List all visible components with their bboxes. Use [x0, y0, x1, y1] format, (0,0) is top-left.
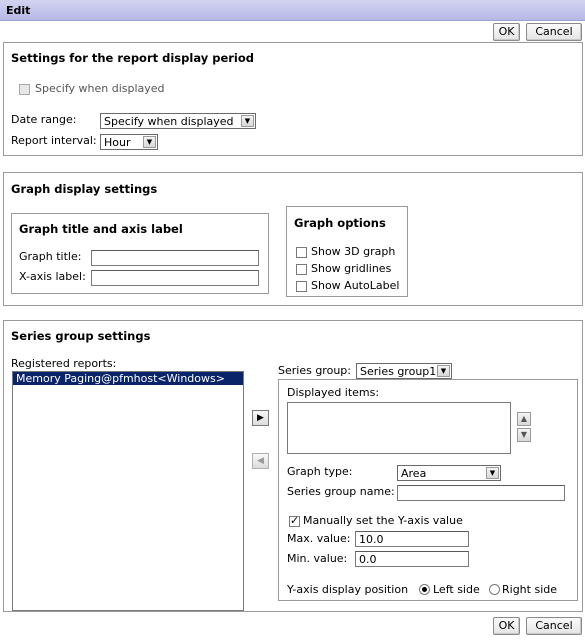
date-range-label: Date range:	[11, 113, 77, 126]
graph-type-select[interactable]	[397, 465, 501, 481]
display-period-section	[3, 42, 583, 156]
chevron-down-icon: ▼	[241, 115, 254, 127]
manual-y-axis-checkbox[interactable]	[289, 516, 300, 527]
cancel-button-bottom[interactable]: Cancel	[526, 617, 582, 635]
series-group-title: Series group settings	[11, 329, 151, 343]
max-value-label: Max. value:	[287, 532, 351, 545]
min-value-label: Min. value:	[287, 552, 348, 565]
graph-display-title: Graph display settings	[11, 182, 158, 196]
window-title: Edit	[6, 4, 31, 17]
series-group-name-input[interactable]	[397, 485, 565, 501]
show-gridlines-checkbox[interactable]	[296, 264, 307, 275]
registered-reports-label: Registered reports:	[11, 357, 117, 370]
registered-reports-listbox[interactable]	[12, 371, 244, 611]
window-title-bar	[0, 0, 585, 21]
graph-options-group	[286, 206, 408, 297]
ok-button-top[interactable]: OK	[493, 23, 520, 41]
show-3d-graph-label: Show 3D graph	[311, 245, 396, 258]
arrow-left-icon: ◀	[257, 456, 264, 466]
date-range-value: Specify when displayed	[104, 115, 234, 128]
series-group-detail-panel	[278, 379, 578, 601]
move-up-button[interactable]	[517, 412, 531, 426]
arrow-right-icon: ▶	[257, 413, 264, 423]
series-group-label: Series group:	[278, 364, 351, 377]
list-item[interactable]: Memory Paging@pfmhost<Windows>	[13, 372, 243, 385]
show-autolabel-label: Show AutoLabel	[311, 279, 400, 292]
graph-title-input[interactable]	[91, 250, 259, 266]
chevron-down-icon: ▼	[437, 365, 450, 377]
graph-type-label: Graph type:	[287, 465, 353, 478]
move-down-button[interactable]	[517, 428, 531, 442]
ok-button-bottom[interactable]: OK	[493, 617, 520, 635]
chevron-down-icon: ▼	[143, 136, 156, 148]
show-gridlines-label: Show gridlines	[311, 262, 392, 275]
graph-title-label: Graph title:	[19, 250, 82, 263]
graph-title-axis-heading: Graph title and axis label	[19, 222, 183, 236]
move-right-button[interactable]	[252, 410, 269, 426]
show-autolabel-checkbox[interactable]	[296, 281, 307, 292]
graph-title-axis-group	[11, 213, 269, 294]
arrow-down-icon: ▼	[520, 430, 528, 439]
report-interval-select[interactable]	[100, 134, 158, 150]
x-axis-label: X-axis label:	[19, 270, 86, 283]
series-group-section	[3, 320, 583, 612]
report-interval-label: Report interval:	[11, 134, 97, 147]
move-left-button[interactable]	[252, 453, 269, 469]
manual-y-axis-label: Manually set the Y-axis value	[303, 514, 463, 527]
display-period-title: Settings for the report display period	[11, 51, 255, 65]
series-group-name-label: Series group name:	[287, 485, 395, 498]
graph-display-section	[3, 172, 583, 306]
displayed-items-listbox[interactable]	[287, 402, 511, 454]
series-group-select[interactable]	[356, 363, 452, 379]
specify-when-displayed-checkbox[interactable]	[19, 84, 30, 95]
show-3d-graph-checkbox[interactable]	[296, 247, 307, 258]
x-axis-label-input[interactable]	[91, 270, 259, 286]
graph-options-heading: Graph options	[294, 216, 386, 230]
date-range-select[interactable]	[100, 113, 256, 129]
cancel-button-top[interactable]: Cancel	[526, 23, 582, 41]
chevron-down-icon: ▼	[486, 467, 499, 479]
left-side-label: Left side	[433, 583, 480, 596]
series-group-value: Series group1	[360, 365, 437, 378]
displayed-items-label: Displayed items:	[287, 386, 380, 399]
report-interval-value: Hour	[104, 136, 131, 149]
min-value-input[interactable]: 0.0	[355, 551, 469, 567]
specify-when-displayed-label: Specify when displayed	[35, 82, 165, 95]
y-axis-position-label: Y-axis display position	[287, 583, 409, 596]
max-value-input[interactable]: 10.0	[355, 531, 469, 547]
graph-type-value: Area	[401, 467, 427, 480]
arrow-up-icon: ▲	[520, 414, 528, 423]
left-side-radio[interactable]	[419, 584, 430, 595]
right-side-label: Right side	[502, 583, 557, 596]
right-side-radio[interactable]	[489, 584, 500, 595]
